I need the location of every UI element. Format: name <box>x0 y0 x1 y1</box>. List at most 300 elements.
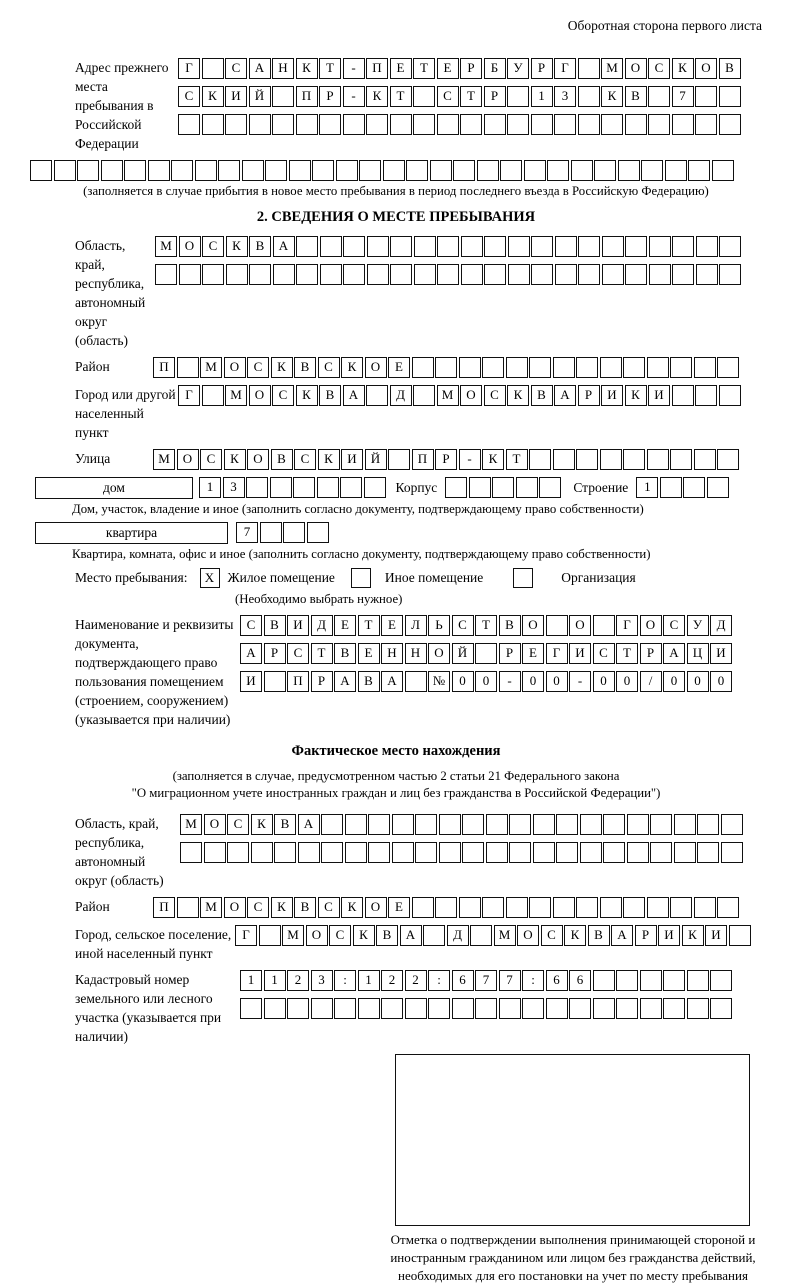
char-cell: О <box>569 615 591 636</box>
char-cell <box>296 264 318 285</box>
char-cell: Т <box>358 615 380 636</box>
char-cell <box>492 477 514 498</box>
char-cell: У <box>687 615 709 636</box>
char-cell <box>616 998 638 1019</box>
char-cell: 7 <box>672 86 694 107</box>
char-cell <box>649 264 671 285</box>
char-cell <box>721 814 743 835</box>
char-cell: М <box>155 236 177 257</box>
char-cell <box>625 236 647 257</box>
char-cell: Т <box>616 643 638 664</box>
char-cell: С <box>593 643 615 664</box>
char-cell <box>321 814 343 835</box>
char-cell: С <box>318 357 340 378</box>
char-cell: 3 <box>554 86 576 107</box>
district-row <box>30 357 762 378</box>
char-cell <box>390 114 412 135</box>
char-cell: Т <box>390 86 412 107</box>
char-cell <box>508 236 530 257</box>
char-cell: К <box>318 449 340 470</box>
char-cell <box>340 477 362 498</box>
char-cell <box>672 385 694 406</box>
char-cell <box>415 842 437 863</box>
char-cell: К <box>251 814 273 835</box>
char-cell <box>602 264 624 285</box>
char-cell: О <box>224 897 246 918</box>
char-cell: 2 <box>381 970 403 991</box>
char-cell: В <box>499 615 521 636</box>
char-cell <box>415 814 437 835</box>
actual-district-label: Район <box>75 899 110 914</box>
char-cell <box>273 264 295 285</box>
char-cell: Б <box>484 58 506 79</box>
char-cell <box>500 160 522 181</box>
char-cell: С <box>294 449 316 470</box>
char-cell <box>674 842 696 863</box>
char-cell: - <box>343 58 365 79</box>
char-cell: Г <box>546 643 568 664</box>
char-cell <box>524 160 546 181</box>
char-cell <box>695 385 717 406</box>
char-cell <box>717 449 739 470</box>
char-cell <box>650 842 672 863</box>
char-cell: К <box>482 449 504 470</box>
char-cell <box>368 814 390 835</box>
char-cell: А <box>343 385 365 406</box>
char-cell: 0 <box>475 671 497 692</box>
char-cell <box>437 264 459 285</box>
char-cell <box>625 114 647 135</box>
char-cell: Т <box>475 615 497 636</box>
char-cell: И <box>705 925 727 946</box>
stay-type-note: (Необходимо выбрать нужное) <box>235 592 403 606</box>
char-cell <box>390 236 412 257</box>
char-cell: 0 <box>663 671 685 692</box>
char-cell: И <box>601 385 623 406</box>
char-cell <box>178 114 200 135</box>
char-cell: А <box>273 236 295 257</box>
char-cell <box>576 897 598 918</box>
char-cell <box>531 264 553 285</box>
char-cell <box>499 998 521 1019</box>
char-cell <box>531 236 553 257</box>
house-row <box>30 477 762 499</box>
char-cell <box>553 449 575 470</box>
document-row-2 <box>240 643 732 664</box>
char-cell <box>556 842 578 863</box>
char-cell <box>320 236 342 257</box>
char-cell: С <box>225 58 247 79</box>
char-cell: Г <box>554 58 576 79</box>
char-cell: А <box>249 58 271 79</box>
char-cell <box>225 114 247 135</box>
char-cell: С <box>663 615 685 636</box>
stay-option-residential-checkbox: X <box>200 568 220 588</box>
char-cell <box>155 264 177 285</box>
char-cell: С <box>329 925 351 946</box>
char-cell <box>179 264 201 285</box>
char-cell: И <box>225 86 247 107</box>
char-cell <box>712 160 734 181</box>
char-cell <box>641 160 663 181</box>
char-cell <box>343 264 365 285</box>
char-cell: И <box>569 643 591 664</box>
char-cell: С <box>178 86 200 107</box>
char-cell <box>30 160 52 181</box>
char-cell: О <box>224 357 246 378</box>
char-cell: О <box>695 58 717 79</box>
char-cell <box>506 897 528 918</box>
char-cell <box>392 814 414 835</box>
char-cell: 6 <box>569 970 591 991</box>
char-cell <box>264 671 286 692</box>
char-cell <box>694 449 716 470</box>
char-cell: С <box>437 86 459 107</box>
char-cell <box>719 114 741 135</box>
char-cell <box>461 236 483 257</box>
char-cell <box>388 449 410 470</box>
char-cell <box>506 357 528 378</box>
char-cell: 0 <box>452 671 474 692</box>
char-cell <box>539 477 561 498</box>
char-cell: Е <box>381 615 403 636</box>
char-cell <box>460 114 482 135</box>
char-cell: 3 <box>311 970 333 991</box>
char-cell <box>531 114 553 135</box>
char-cell: 1 <box>531 86 553 107</box>
char-cell: К <box>564 925 586 946</box>
char-cell: Т <box>311 643 333 664</box>
char-cell: С <box>272 385 294 406</box>
document-rows <box>240 615 732 699</box>
char-cell: С <box>541 925 563 946</box>
city-row <box>30 385 762 442</box>
char-cell <box>522 998 544 1019</box>
char-cell: Г <box>178 58 200 79</box>
char-cell: О <box>365 357 387 378</box>
char-cell <box>719 264 741 285</box>
char-cell <box>475 998 497 1019</box>
char-cell <box>603 814 625 835</box>
char-cell: О <box>625 58 647 79</box>
char-cell <box>383 160 405 181</box>
char-cell: В <box>274 814 296 835</box>
char-cell: Р <box>435 449 457 470</box>
char-cell <box>435 897 457 918</box>
char-cell: Н <box>381 643 403 664</box>
char-cell <box>623 449 645 470</box>
char-cell: Й <box>249 86 271 107</box>
char-cell: О <box>204 814 226 835</box>
char-cell: А <box>611 925 633 946</box>
char-cell: 0 <box>522 671 544 692</box>
confirmation-stamp-note: Отметка о подтверждении выполнения принимающей стороной и иностранным гражданином или лицом без гражданства действий, необходимых для его постановки на учет по месту пребывания <box>390 1232 756 1283</box>
char-cell: Ь <box>428 615 450 636</box>
char-cell: П <box>287 671 309 692</box>
actual-region-label: Область, край, республика, автономный округ (область) <box>75 816 164 888</box>
stroenie-label: Строение <box>573 480 629 495</box>
char-cell: Р <box>531 58 553 79</box>
char-cell: А <box>334 671 356 692</box>
char-cell: В <box>358 671 380 692</box>
char-cell <box>227 842 249 863</box>
char-cell <box>600 449 622 470</box>
char-cell <box>529 897 551 918</box>
cadastral-row-1 <box>240 970 732 991</box>
char-cell <box>296 236 318 257</box>
char-cell <box>616 970 638 991</box>
char-cell <box>367 236 389 257</box>
char-cell: Д <box>311 615 333 636</box>
char-cell <box>246 477 268 498</box>
house-box-label: дом <box>35 477 193 499</box>
char-cell <box>242 160 264 181</box>
char-cell <box>553 897 575 918</box>
char-cell <box>648 114 670 135</box>
char-cell <box>412 357 434 378</box>
char-cell: В <box>264 615 286 636</box>
char-cell <box>317 477 339 498</box>
char-cell <box>719 236 741 257</box>
char-cell <box>367 264 389 285</box>
char-cell: Т <box>460 86 482 107</box>
char-cell <box>578 86 600 107</box>
char-cell <box>405 998 427 1019</box>
char-cell <box>462 842 484 863</box>
char-cell <box>358 998 380 1019</box>
char-cell <box>603 842 625 863</box>
char-cell: Н <box>405 643 427 664</box>
char-cell: Г <box>616 615 638 636</box>
actual-location-note-2: "О миграционном учете иностранных граждан и лиц без гражданства в Российской Федерации") <box>131 786 661 800</box>
actual-district-cells <box>153 897 739 918</box>
char-cell <box>627 842 649 863</box>
char-cell <box>406 160 428 181</box>
char-cell <box>593 970 615 991</box>
char-cell <box>482 357 504 378</box>
char-cell <box>660 477 682 498</box>
house-note: Дом, участок, владение и иное (заполнить согласно документу, подтверждающему право собственности) <box>72 502 644 516</box>
char-cell: О <box>365 897 387 918</box>
char-cell <box>687 970 709 991</box>
char-cell <box>719 385 741 406</box>
char-cell <box>343 236 365 257</box>
char-cell <box>507 114 529 135</box>
char-cell <box>509 842 531 863</box>
char-cell: Р <box>311 671 333 692</box>
char-cell: - <box>459 449 481 470</box>
char-cell <box>345 842 367 863</box>
char-cell: А <box>240 643 262 664</box>
char-cell: П <box>366 58 388 79</box>
char-cell <box>484 236 506 257</box>
char-cell <box>77 160 99 181</box>
char-cell: В <box>334 643 356 664</box>
actual-location-title: Фактическое место нахождения <box>291 743 501 759</box>
char-cell <box>272 86 294 107</box>
char-cell <box>364 477 386 498</box>
char-cell <box>600 897 622 918</box>
char-cell <box>509 814 531 835</box>
char-cell: Й <box>365 449 387 470</box>
char-cell: 7 <box>475 970 497 991</box>
char-cell <box>319 114 341 135</box>
char-cell: 0 <box>593 671 615 692</box>
stay-type-label: Место пребывания: <box>75 570 188 585</box>
char-cell: У <box>507 58 529 79</box>
char-cell: С <box>240 615 262 636</box>
char-cell <box>650 814 672 835</box>
char-cell: 7 <box>236 522 258 543</box>
char-cell: О <box>522 615 544 636</box>
char-cell: Д <box>390 385 412 406</box>
char-cell <box>578 114 600 135</box>
char-cell <box>177 897 199 918</box>
char-cell <box>439 814 461 835</box>
char-cell <box>670 449 692 470</box>
char-cell <box>665 160 687 181</box>
char-cell <box>274 842 296 863</box>
char-cell: К <box>682 925 704 946</box>
char-cell <box>320 264 342 285</box>
char-cell <box>710 970 732 991</box>
char-cell <box>423 925 445 946</box>
char-cell: М <box>180 814 202 835</box>
char-cell <box>289 160 311 181</box>
char-cell <box>459 357 481 378</box>
street-cells <box>153 449 739 470</box>
char-cell: А <box>381 671 403 692</box>
char-cell <box>647 897 669 918</box>
char-cell <box>405 671 427 692</box>
stay-option-residential-label: Жилое помещение <box>227 570 335 585</box>
char-cell <box>556 814 578 835</box>
char-cell <box>445 477 467 498</box>
char-cell <box>439 842 461 863</box>
char-cell: 1 <box>264 970 286 991</box>
prev-address-row-2 <box>178 86 741 107</box>
char-cell <box>283 522 305 543</box>
char-cell <box>578 236 600 257</box>
char-cell <box>602 236 624 257</box>
region-block <box>30 236 762 350</box>
char-cell <box>270 477 292 498</box>
char-cell <box>721 842 743 863</box>
char-cell <box>336 160 358 181</box>
char-cell: М <box>282 925 304 946</box>
street-row <box>30 449 762 470</box>
char-cell <box>287 998 309 1019</box>
char-cell <box>437 114 459 135</box>
char-cell <box>180 842 202 863</box>
char-cell <box>202 58 224 79</box>
char-cell <box>428 998 450 1019</box>
char-cell: С <box>247 357 269 378</box>
char-cell <box>482 897 504 918</box>
char-cell: П <box>153 357 175 378</box>
char-cell <box>696 236 718 257</box>
char-cell: Л <box>405 615 427 636</box>
cadastral-block <box>30 970 762 1046</box>
char-cell: О <box>428 643 450 664</box>
char-cell: К <box>202 86 224 107</box>
char-cell <box>553 357 575 378</box>
char-cell: Е <box>388 897 410 918</box>
char-cell <box>484 264 506 285</box>
char-cell <box>413 114 435 135</box>
char-cell: К <box>271 357 293 378</box>
actual-region-row-1 <box>180 814 743 835</box>
char-cell: Р <box>319 86 341 107</box>
char-cell: К <box>672 58 694 79</box>
char-cell <box>697 842 719 863</box>
char-cell: С <box>287 643 309 664</box>
char-cell: 0 <box>687 671 709 692</box>
stroenie-cells <box>636 477 729 498</box>
char-cell: В <box>719 58 741 79</box>
char-cell: О <box>517 925 539 946</box>
char-cell <box>334 998 356 1019</box>
prev-address-row-3 <box>178 114 741 135</box>
char-cell <box>366 385 388 406</box>
settlement-cells <box>235 925 751 946</box>
char-cell <box>311 998 333 1019</box>
char-cell: П <box>412 449 434 470</box>
char-cell <box>307 522 329 543</box>
char-cell <box>321 842 343 863</box>
prev-address-label: Адрес прежнего места пребывания в Российской Федерации <box>75 60 169 151</box>
char-cell: С <box>318 897 340 918</box>
char-cell <box>430 160 452 181</box>
char-cell: И <box>648 385 670 406</box>
char-cell <box>413 86 435 107</box>
char-cell <box>366 114 388 135</box>
char-cell <box>414 264 436 285</box>
char-cell <box>593 998 615 1019</box>
char-cell: С <box>247 897 269 918</box>
char-cell: О <box>640 615 662 636</box>
region-row-1 <box>155 236 741 257</box>
char-cell: / <box>640 671 662 692</box>
char-cell <box>672 236 694 257</box>
char-cell <box>717 897 739 918</box>
street-label: Улица <box>75 451 111 466</box>
char-cell <box>670 357 692 378</box>
char-cell <box>101 160 123 181</box>
char-cell: И <box>287 615 309 636</box>
char-cell: Й <box>452 643 474 664</box>
char-cell <box>649 236 671 257</box>
char-cell <box>435 357 457 378</box>
settlement-label: Город, сельское поселение, иной населенный пункт <box>75 927 232 961</box>
char-cell: М <box>153 449 175 470</box>
char-cell <box>475 643 497 664</box>
char-cell <box>555 264 577 285</box>
char-cell: К <box>507 385 529 406</box>
char-cell <box>469 477 491 498</box>
apartment-cells <box>236 522 329 543</box>
char-cell <box>368 842 390 863</box>
char-cell: Е <box>437 58 459 79</box>
char-cell: К <box>353 925 375 946</box>
char-cell <box>516 477 538 498</box>
char-cell: К <box>625 385 647 406</box>
char-cell <box>707 477 729 498</box>
document-row-1 <box>240 615 732 636</box>
document-block <box>30 615 762 729</box>
char-cell <box>462 814 484 835</box>
actual-district-row <box>30 897 762 918</box>
